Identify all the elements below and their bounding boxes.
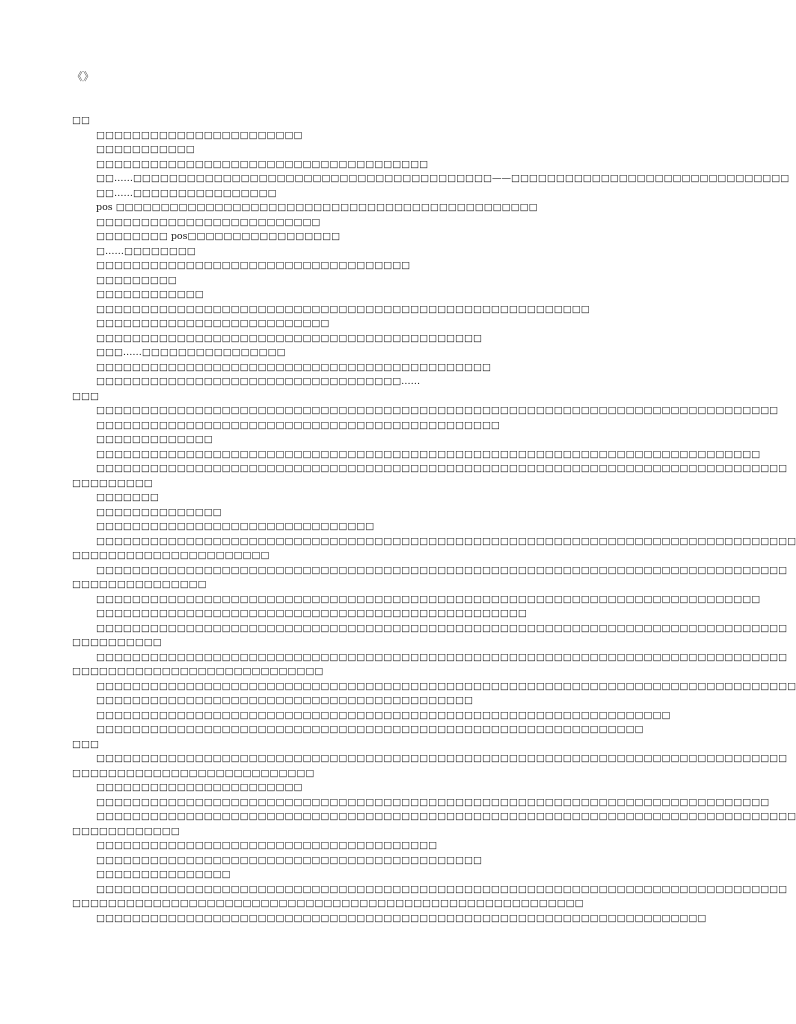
document-body [72, 114, 796, 926]
text-line: □□□□□□□□□□□□□□□□□□□□□□□□□□□□□□□□□□□□□□□□□□□□□□□□□□□□□□□□□□□□□□□□□□□□□□□□□□□□ [96, 405, 779, 416]
text-line: □□□□□□□□□□□□□□□□□□□□□□□□□□□ [72, 767, 315, 779]
text-line: □□□□□□□□□□□□□□□□□□□□□□□□□□□□□□□□□□□□□□□□□□□□□□□□□□□□□□□□□□□□□□□□□□□□□□□□□□□ [96, 796, 770, 808]
text-line: □□□□□□□□□□□□□□□□□□□□□□□□□□□□□□□□□□□□□□□□□□□ [96, 854, 482, 866]
text-line: □□□□□□□□□□□□□□□ [72, 579, 207, 590]
text-line: □□□□□□□□□□□□ [96, 289, 204, 300]
text-line: □□……□□□□□□□□□□□□□□□□ [96, 187, 277, 199]
text-line: □□□□□□□□□□□□□□□□□□□□□□□□□□□□□□□□□□□□□□□□□□□□□□□□□□□□□□□□□ [72, 898, 584, 909]
text-line: □□□□□□□□□□□□□□□□□□□□□□□□□□□□□□□□□□□□□□□□□□□□□□□□□□□□□□□□□□□□□□□□□□□□□□□□□□□□□ [96, 883, 788, 895]
text-line: □□□□□□□□□□□□ [72, 825, 180, 837]
text-line: □□□□□□□□□□□□□□□□□□□□□□□□□ [96, 216, 321, 228]
text-line: □□□□□□□□□□□□□□□□□□□□□□□□□□□□□□□□□□□□□□□□□□□□□□□□□□□□□□□□□□□□□□□□□□□□ [96, 912, 707, 924]
text-line: □□□□□□□□□□□□□□□□□□□□□□ [72, 550, 270, 561]
text-line: pos □□□□□□□□□□□□□□□□□□□□□□□□□□□□□□□□□□□□□□□□□□□□□□□ [96, 202, 538, 213]
text-line: □□□□□□□□□□□□□□□□□□□□□□□□□□□□□□□ [96, 521, 375, 532]
text-line: □□□□□□□□□□□□□□□□□□□□□□□□□□□□□□□□□□□□□□□□□□□□□□□□□□□□□□□□□□□□□□□□□□□□□□□□□□ [96, 593, 761, 605]
text-line: □□□□□□□□□□□□□□ [96, 506, 222, 518]
text-line: □□□□□□□□□□□□□□□□□□□□□□□□□□□□ [72, 666, 324, 677]
text-line: □□□□□□□□□ [96, 274, 177, 286]
text-line: □□□□□□□□□□□□□□□□□□□□□□□□□□□□□□□□□□□□□□□□□□□ [96, 332, 482, 344]
document-title: 《》 [72, 70, 94, 83]
text-line: □□□□□□□□□□□□□□□□□□□□□□□□□□□□□□□□□□□□□□□□□□□□□□□□□□□□□□□□□□□□□□□□□□□□□□□□□□□□□□ [96, 811, 796, 822]
section-heading: □□□ [72, 738, 99, 750]
text-line: □□□□□□□□□□□□□□□□□□□□□□□□□□□□□□□□□□□□□□□□□□□□□□□□□□□□□□□□□□□□□□□□ [96, 709, 671, 721]
text-line: □□□□□□□□□□□□□□□□□□□□□□□ [96, 782, 303, 793]
text-line: □□□□□□□□□□□□□□□□□□□□□□□□□□□□□□□□□□□□□□ [96, 840, 438, 851]
text-line: □□□□□□□□□□□□□□□□□□□□□□□□□□□□□□□□□□□□□□□□□□□□□□□□□□□□□□□□□□□□□□□□□□□□□□□□□□□□□ [96, 753, 788, 764]
text-line: □□□□□□□□□□□□□□□□□□□□□□□□□□□□□□□□□□□□□□□□□□□□□□□□□□□□□□□□□□□□□□□□□□□□□□□□□□ [96, 448, 761, 460]
text-line: □□□□□□□□□□□□□□□□□□□□□□□□□□□□□□□□□□□□□□□□□□□□ [96, 361, 491, 373]
text-line: □□□□□□□□□□□□□□□□□□□□□□□□□□□□□□□□□□□□□□□□□□□□□□□□□□□□□□□ [96, 303, 590, 315]
text-line: □□□□□□□ [96, 492, 159, 503]
text-line: □□……□□□□□□□□□□□□□□□□□□□□□□□□□□□□□□□□□□□□□□□□——□□□□□□□□□□□□□□□□□□□□□□□□□□□□□□□ [96, 173, 790, 184]
section-heading: □□□ [72, 390, 99, 402]
text-line: □□□□□□□□□□□ [96, 144, 195, 155]
text-line: □□□□□□□□□□□□□□□□□□□□□□□□□□□□□□□□□□□□□□□□□□□□□□□□□□□□□□□□□□□□□□□□□□□□□□□□□□□□□ [96, 622, 788, 634]
text-line: □□□□□□□□□□□□□□□□□□□□□□□□□□□□□□□□□□□□□□□□□□ [96, 695, 473, 706]
text-line: □□□□□□□□□□□□□□□□□□□□□□□ [96, 129, 303, 141]
text-line: □□□□□□□□□□□□□ [96, 434, 213, 445]
text-line: □□□□□□□□□□□□□□□□□□□□□□□□□□□□□□□□□□□□□□□□□□□□□□□□□□□□□□□□□□□□□□□□□□□□□□□□□□□□□□ [96, 680, 796, 692]
text-line: □□□□□□□□□□□□□□□□□□□□□□□□□□□□□□□□□□□□□□□□□□□□□□□□□□□□□□□□□□□□□□□□□□□□□□□□□□□□□ [96, 463, 788, 474]
text-line: □□□……□□□□□□□□□□□□□□□□ [96, 347, 286, 358]
text-line: □□□□□□□□□□□□□□□□□□□□□□□□□□□□□□□□□□□□□□□□□□□□□□□□ [96, 608, 527, 619]
text-line: □□□□□□□□□ [72, 477, 153, 489]
text-line: □□□□□□□□□□□□□□□□□□□□□□□□□□□□□□□□□□□□□□□□□□□□□ [96, 419, 500, 431]
text-line: □……□□□□□□□□ [96, 245, 196, 257]
text-line: □□□□□□□□ pos□□□□□□□□□□□□□□□□□ [96, 231, 341, 242]
text-line: □□□□□□□□□□□□□□□□□□□□□□□□□□□□□□□□□□□ [96, 260, 411, 271]
section-heading: □□ [72, 115, 90, 126]
text-line: □□□□□□□□□□□□□□□□□□□□□□□□□□□□□□□□□□□□□□□□□□□□□□□□□□□□□□□□□□□□□□□□□□□□□□□□□□□□□ [96, 651, 788, 663]
text-line: □□□□□□□□□□□□□□□□□□□□□□□□□□ [96, 318, 330, 329]
text-line: □□□□□□□□□□□□□□□□□□□□□□□□□□□□□□□□□□□□□ [96, 158, 429, 170]
text-line: □□□□□□□□□□□□□□□□□□□□□□□□□□□□□□□□□□□□□□□□□□□□□□□□□□□□□□□□□□□□□□□□□□□□□□□□□□□□□□ [96, 535, 796, 547]
text-line: □□□□□□□□□□□□□□□□□□□□□□□□□□□□□□□□□□□□□□□□□□□□□□□□□□□□□□□□□□□□□□□□□□□□□□□□□□□□□ [96, 564, 788, 576]
text-line: □□□□□□□□□□□□□□□□□□□□□□□□□□□□□□□□□□□□□□□□□□□□□□□□□□□□□□□□□□□□□ [96, 724, 644, 735]
text-line: □□□□□□□□□□□□□□□□□□□□□□□□□□□□□□□□□□…… [96, 376, 421, 387]
text-line: □□□□□□□□□□□□□□□ [96, 869, 231, 880]
text-line: □□□□□□□□□□ [72, 637, 162, 648]
